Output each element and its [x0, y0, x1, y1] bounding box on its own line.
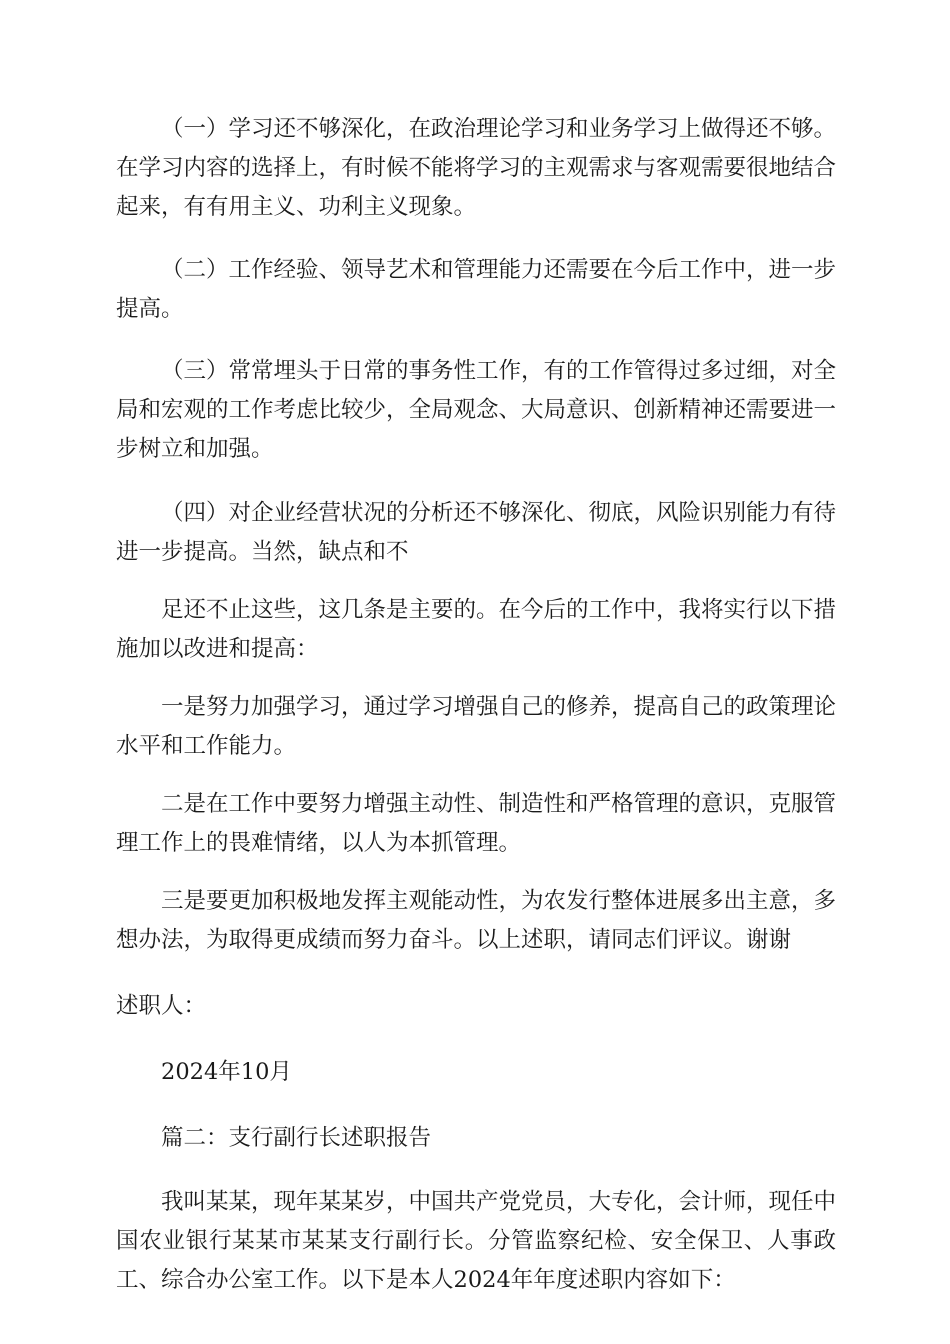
paragraph-shortcoming-1: （一）学习还不够深化，在政治理论学习和业务学习上做得还不够。在学习内容的选择上，有时候不能将学习的主观需求与客观需要很地结合起来，有有用主义、功利主义现象。 — [116, 116, 837, 220]
signature-label: 述职人： — [116, 993, 207, 1019]
paragraph-shortcoming-2: （二）工作经验、领导艺术和管理能力还需要在今后工作中，进一步提高。 — [116, 257, 837, 322]
paragraph-improvement-intro: 足还不止这些，这几条是主要的。在今后的工作中，我将实行以下措施加以改进和提高： — [116, 597, 837, 662]
paragraph-measure-1: 一是努力加强学习，通过学习增强自己的修养，提高自己的政策理论水平和工作能力。 — [116, 694, 837, 759]
paragraph-shortcoming-4: （四）对企业经营状况的分析还不够深化、彻底，风险识别能力有待进一步提高。当然，缺点和不 — [116, 500, 837, 565]
paragraph-shortcoming-3: （三）常常埋头于日常的事务性工作，有的工作管得过多过细，对全局和宏观的工作考虑比较少，全局观念、大局意识、创新精神还需要进一步树立和加强。 — [116, 358, 837, 462]
section-heading-part-two: 篇二：支行副行长述职报告 — [161, 1125, 432, 1151]
report-date: 2024年10月 — [161, 1059, 292, 1085]
paragraph-measure-3: 三是要更加积极地发挥主观能动性，为农发行整体进展多出主意，多想办法，为取得更成绩而努力奋斗。以上述职，请同志们评议。谢谢 — [116, 888, 837, 953]
paragraph-measure-2: 二是在工作中要努力增强主动性、制造性和严格管理的意识，克服管理工作上的畏难情绪，以人为本抓管理。 — [116, 791, 837, 856]
paragraph-introduction: 我叫某某，现年某某岁，中国共产党党员，大专化，会计师，现任中国农业银行某某市某某支行副行长。分管监察纪检、安全保卫、人事政工、综合办公室工作。以下是本人2024年年度述职内容如下： — [116, 1189, 837, 1293]
